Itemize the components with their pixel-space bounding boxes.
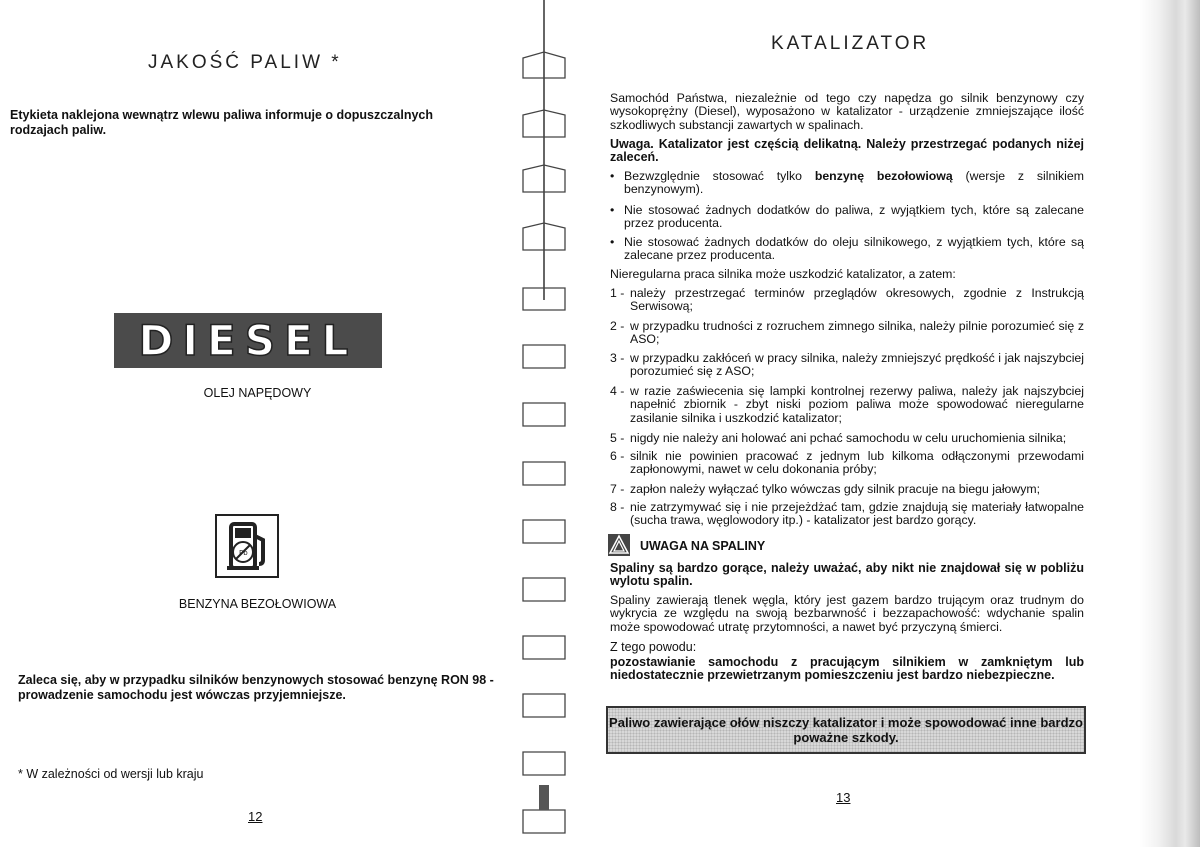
numbered-item: 7 - zapłon należy wyłączać tylko wówczas gdy silnik pracuje na biegu jałowym;	[610, 482, 1041, 496]
bullet-dot: •	[610, 203, 615, 217]
numbered-item: 5 - nigdy nie należy ani holować ani pchać samochodu w celu uruchomienia silnika;	[610, 431, 1067, 445]
diesel-badge	[114, 313, 382, 368]
diesel-badge-text: DIESEL	[138, 316, 358, 365]
bullet-dot: •	[610, 169, 615, 183]
list-item	[610, 204, 1084, 231]
page-number: 13	[836, 790, 851, 805]
list-item-text: Nie stosować żadnych dodatków do paliwa, z wyjątkiem tych, które są zalecane przez producenta.	[624, 203, 1084, 231]
unleaded-pump-icon	[215, 514, 279, 578]
numbered-item: 3 - w przypadku zakłóceń w pracy silnika, należy zmniejszyć prędkość i jak najszybciej porozumieć się z ASO;	[610, 351, 1084, 379]
irregular-intro: Nieregularna praca silnika może uszkodzić katalizator, a zatem:	[610, 267, 956, 281]
catalyst-warning: Uwaga. Katalizator jest częścią delikatną. Należy przestrzegać podanych niżej zaleceń.	[610, 137, 1084, 165]
lead-fuel-warning-text: Paliwo zawierające ołów niszczy katalizator i może spowodować inne bardzo poważne szkody.	[609, 715, 1083, 745]
exhaust-text: Spaliny zawierają tlenek węgla, który jest gazem bardzo trującym oraz trudnym do wykrycia ze względu na swoją bezbarwność i bezzapachowość: wdychanie spalin może spowodować utratę przytomności, a nawet być przyczyną śmierci.	[610, 593, 1084, 634]
numbered-item: 8 - nie zatrzymywać się i nie przejeżdżać tam, gdzie znajdują się materiały łatwopalne (sucha trawa, węglowodory itp.) - katalizator jest bardzo gorący.	[610, 500, 1084, 528]
list-item	[610, 236, 1084, 263]
left-page	[0, 0, 515, 847]
unleaded-label: BENZYNA BEZOŁOWIOWA	[178, 597, 337, 611]
page-edge-shadow	[1140, 0, 1200, 847]
footnote: * W zależności od wersji lub kraju	[18, 767, 204, 781]
numbered-item: 2 - w przypadku trudności z rozruchem zimnego silnika, należy pilnie porozumieć się z ASO;	[610, 319, 1084, 347]
numbered-item: 6 - silnik nie powinien pracować z jednym lub kilkoma odłączonymi przewodami zapłonowymi, nawet w celu dokonania próby;	[610, 449, 1084, 477]
numbered-item: 1 - należy przestrzegać terminów przeglądów okresowych, zgodnie z Instrukcją Serwisową;	[610, 286, 1084, 314]
list-item-text: Bezwzględnie stosować tylko benzynę bezołowiową (wersje z silnikiem benzynowym).	[624, 169, 1084, 197]
page-title: KATALIZATOR	[771, 33, 930, 54]
page-number: 12	[248, 809, 263, 824]
spiral-binding	[515, 0, 578, 847]
right-page	[578, 0, 1138, 847]
exhaust-warning: Spaliny są bardzo gorące, należy uważać, aby nikt nie znajdował się w pobliżu wylotu spalin.	[610, 561, 1084, 589]
exhaust-heading: UWAGA NA SPALINY	[640, 539, 766, 553]
fuel-label-intro: Etykieta naklejona wewnątrz wlewu paliwa informuje o dopuszczalnych rodzajach paliw.	[10, 108, 434, 137]
svg-text:Pb: Pb	[239, 549, 248, 557]
list-item	[610, 170, 1084, 197]
reason-label: Z tego powodu:	[610, 640, 697, 654]
list-item-text: Nie stosować żadnych dodatków do oleju silnikowego, z wyjątkiem tych, które są zalecane przez producenta.	[624, 235, 1084, 263]
lead-fuel-warning-box	[606, 706, 1086, 754]
bullet-dot: •	[610, 235, 615, 249]
numbered-item: 4 - w razie zaświecenia się lampki kontrolnej rezerwy paliwa, należy jak najszybciej napełnić zbiornik - zbyt niski poziom paliwa może spowodować nieregularne zasilanie silnika i uszkodzić katalizator;	[610, 384, 1084, 425]
catalyst-intro: Samochód Państwa, niezależnie od tego czy napędza go silnik benzynowy czy wysokoprężny (Diesel), wyposażono w katalizator - urządzenie zmniejszające ilość szkodliwych substancji zawartych w spalinach.	[610, 91, 1084, 132]
page-title: JAKOŚĆ PALIW *	[148, 52, 342, 73]
ron-recommendation: Zaleca się, aby w przypadku silników benzynowych stosować benzynę RON 98 - prowadzenie samochodu jest wówczas przyjemniejsze.	[18, 673, 494, 702]
warning-icon	[608, 534, 630, 556]
diesel-label: OLEJ NAPĘDOWY	[203, 386, 312, 400]
reason-text: pozostawianie samochodu z pracującym silnikiem w zamkniętym lub niedostatecznie przewietrzanym pomieszczeniu jest bardzo niebezpieczne.	[610, 655, 1084, 683]
